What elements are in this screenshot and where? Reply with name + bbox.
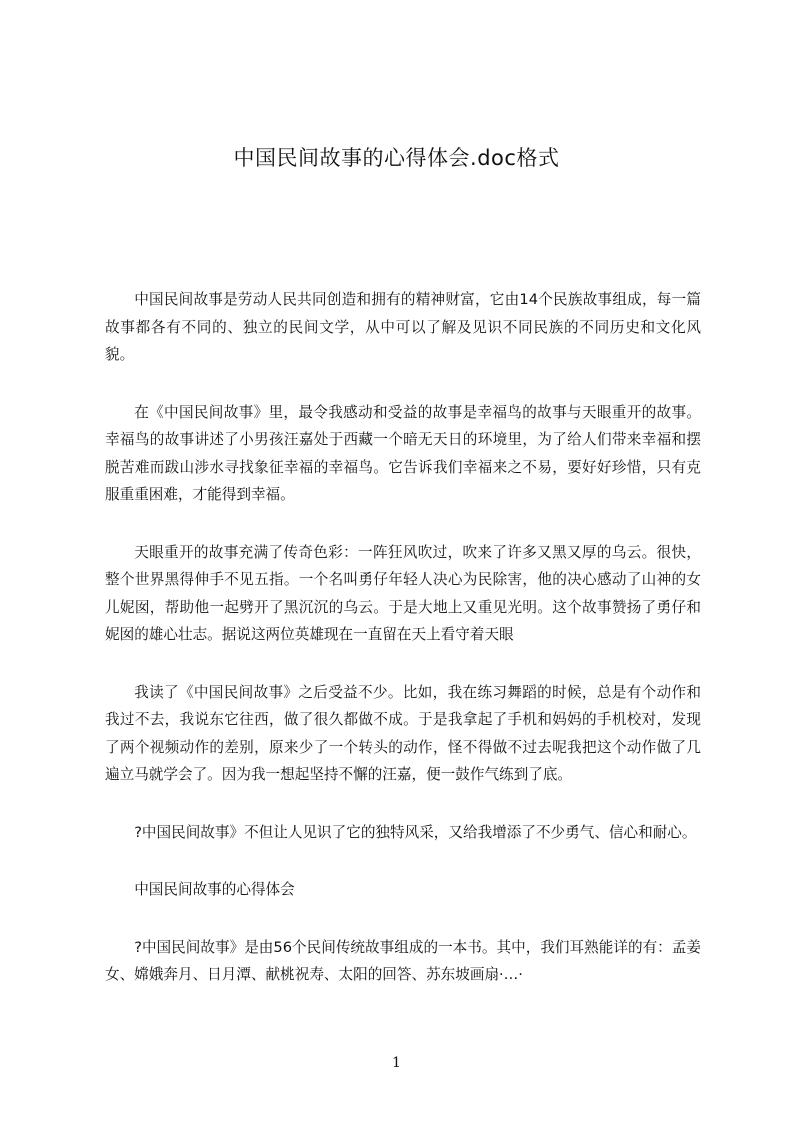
document-body <box>105 286 701 1019</box>
section-heading: 中国民间故事的心得体会 <box>134 881 295 898</box>
paragraph-happiness-bird: 在《中国民间故事》里，最令我感动和受益的故事是幸福鸟的故事与天眼重开的故事。幸福鸟的故事讲述了小男孩汪嘉处于西藏一个暗无天日的环境里，为了给人们带来幸福和摆脱苦难而跋山涉水寻找象征幸福的幸福鸟。它告诉我们幸福来之不易，要好好珍惜，只有克服重重困难，才能得到幸福。 <box>105 403 701 503</box>
paragraph-intro: 中国民间故事是劳动人民共同创造和拥有的精神财富，它由14个民族故事组成，每一篇故事都各有不同的、独立的民间文学，从中可以了解及见识不同民族的不同历史和文化风貌。 <box>105 291 701 363</box>
document-title: 中国民间故事的心得体会.doc格式 <box>233 146 560 170</box>
paragraph-dance-practice: 我读了《中国民间故事》之后受益不少。比如，我在练习舞蹈的时候，总是有个动作和我过不去，我说东它往西，做了很久都做不成。于是我拿起了手机和妈妈的手机校对，发现了两个视频动作的差别，原来少了一个转头的动作，怪不得做不过去呢我把这个动作做了几遍立马就学会了。因为我一想起坚持不懈的汪嘉，便一鼓作气练到了底。 <box>105 683 701 783</box>
paragraph-courage: ?中国民间故事》不但让人见识了它的独特风采，又给我增添了不少勇气、信心和耐心。 <box>134 823 697 841</box>
page-number: 1 <box>392 1055 401 1071</box>
paragraph-book-stories: ?中国民间故事》是由56个民间传统故事组成的一本书。其中，我们耳熟能详的有：孟姜女、嫦娥奔月、日月潭、献桃祝寿、太阳的回答、苏东坡画扇·…· <box>105 938 701 983</box>
paragraph-heaven-eye: 天眼重开的故事充满了传奇色彩：一阵狂风吹过，吹来了许多又黑又厚的乌云。很快，整个世界黑得伸手不见五指。一个名叫勇仔年轻人决心为民除害，他的决心感动了山神的女儿妮囡，帮助他一起劈开了黑沉沉的乌云。于是大地上又重见光明。这个故事赞扬了勇仔和妮囡的雄心壮志。据说这两位英雄现在一直留在天上看守着天眼 <box>105 543 701 643</box>
